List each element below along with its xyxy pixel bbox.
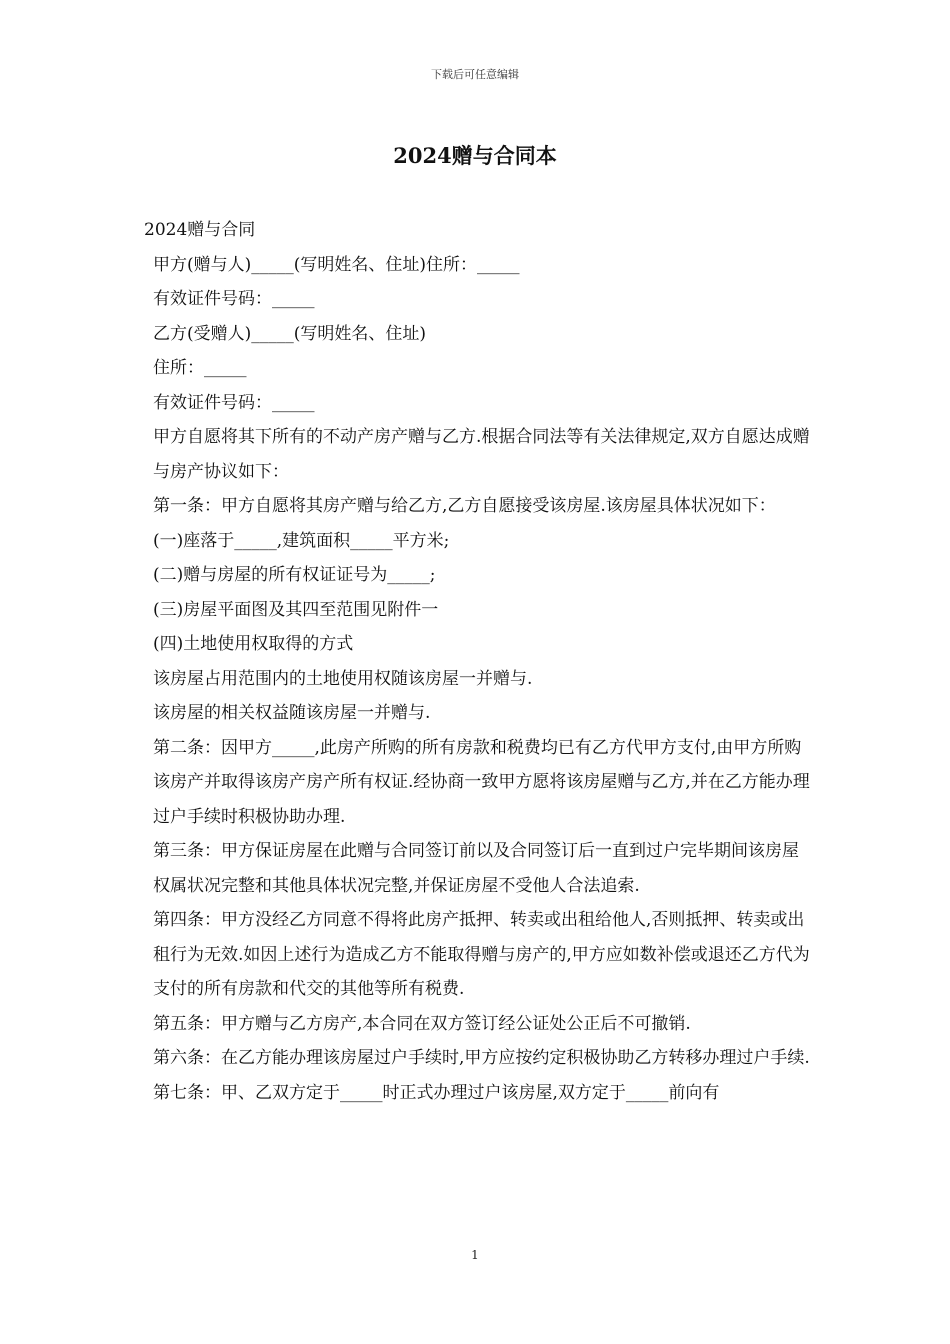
paragraph-party-a: 甲方(赠与人)_____(写明姓名、住址)住所：_____	[153, 254, 520, 275]
paragraph-party-b-id: 有效证件号码：_____	[153, 392, 315, 413]
paragraph-item-2: (二)赠与房屋的所有权证证号为_____;	[153, 565, 436, 585]
paragraph-article-6: 第六条：在乙方能办理该房屋过户手续时,甲方应按约定积极协助乙方转移办理过户手续.	[153, 1048, 810, 1068]
paragraph-contract-name: 2024赠与合同	[144, 220, 256, 240]
paragraph-article-2: 第二条：因甲方_____,此房产所购的所有房款和税费均已有乙方代甲方支付,由甲方所购该房产并取得该房产房产所有权证.经协商一致甲方愿将该房屋赠与乙方,并在乙方能办理过户手续时积极协助办理.	[153, 737, 810, 827]
paragraph-article-4: 第四条：甲方没经乙方同意不得将此房产抵押、转卖或出租给他人,否则抵押、转卖或出租行为无效.如因上述行为造成乙方不能取得赠与房产的,甲方应如数补偿或退还乙方代为支付的所有房款和代交的其他等所有税费.	[153, 910, 810, 999]
document-body	[144, 213, 810, 1110]
paragraph-item-1: (一)座落于_____,建筑面积_____平方米;	[153, 530, 450, 551]
paragraph-land-use: 该房屋占用范围内的土地使用权随该房屋一并赠与.	[153, 668, 533, 689]
paragraph-item-3: (三)房屋平面图及其四至范围见附件一	[153, 599, 439, 620]
header-note: 下载后可任意编辑	[431, 68, 519, 81]
document-title: 2024赠与合同本	[393, 143, 557, 168]
paragraph-party-b-address: 住所：_____	[153, 358, 247, 378]
paragraph-article-7: 第七条：甲、乙双方定于_____时正式办理过户该房屋,双方定于_____前向有	[153, 1082, 720, 1103]
paragraph-article-3: 第三条：甲方保证房屋在此赠与合同签订前以及合同签订后一直到过户完毕期间该房屋权属状况完整和其他具体状况完整,并保证房屋不受他人合法追索.	[153, 841, 799, 896]
paragraph-party-a-id: 有效证件号码：_____	[153, 289, 315, 309]
paragraph-item-4: (四)土地使用权取得的方式	[153, 634, 354, 654]
paragraph-preamble: 甲方自愿将其下所有的不动产房产赠与乙方.根据合同法等有关法律规定,双方自愿达成赠与房产协议如下：	[153, 427, 810, 482]
paragraph-related-rights: 该房屋的相关权益随该房屋一并赠与.	[153, 703, 431, 723]
paragraph-article-5: 第五条：甲方赠与乙方房产,本合同在双方签订经公证处公正后不可撤销.	[153, 1013, 691, 1034]
paragraph-article-1: 第一条：甲方自愿将其房产赠与给乙方,乙方自愿接受该房屋.该房屋具体状况如下：	[153, 496, 776, 516]
paragraph-party-b: 乙方(受赠人)_____(写明姓名、住址)	[153, 323, 427, 344]
page-number: 1	[471, 1248, 479, 1262]
